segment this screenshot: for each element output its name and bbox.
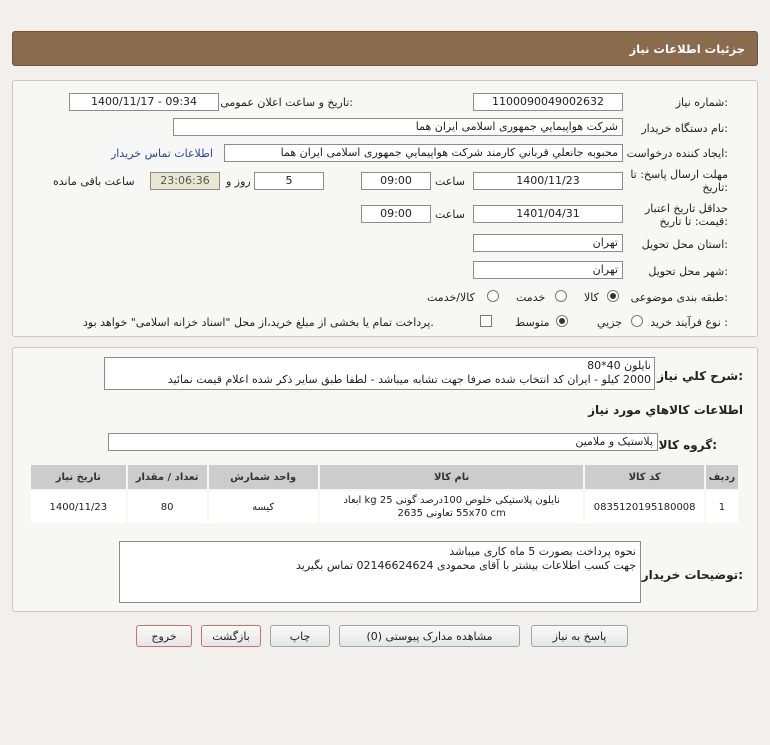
cell-row-number: 1: [706, 491, 738, 523]
view-attachments-button[interactable]: مشاهده مدارک پيوستی (0): [339, 625, 520, 647]
exit-button[interactable]: خروج: [136, 625, 192, 647]
announce-date-field[interactable]: 1400/11/17 - 09:34: [69, 93, 219, 111]
validity-date-field[interactable]: 1401/04/31: [473, 205, 623, 223]
col-need-date: تاريخ نياز: [31, 465, 126, 489]
deadline-label-line1: مهلت ارسال پاسخ: تا: [630, 168, 728, 181]
buyer-desc-line2: جهت کسب اطلاعات بيشتر با آقای محمودی 02146624624 تماس بگيريد: [295, 559, 636, 572]
treasury-checkbox[interactable]: [480, 315, 492, 327]
cell-goods-code: 0835120195180008: [585, 491, 703, 523]
goods-section-title: اطلاعات کالاهاي مورد نياز: [588, 403, 743, 417]
back-button[interactable]: بازگشت: [201, 625, 261, 647]
city-label: شهر محل تحويل:: [648, 265, 728, 278]
col-quantity: تعداد / مقدار: [128, 465, 207, 489]
col-row-number: رديف: [706, 465, 738, 489]
requester-label: ايجاد کننده درخواست:: [626, 147, 728, 160]
province-field[interactable]: تهران: [473, 234, 623, 252]
print-button[interactable]: چاپ: [270, 625, 330, 647]
buyer-desc-field[interactable]: [119, 541, 641, 603]
buyer-desc-label: توضيحات خريدار:: [641, 568, 743, 582]
process-radio-partial[interactable]: [631, 315, 643, 327]
goods-table: [29, 463, 740, 525]
request-info-panel: [12, 80, 758, 337]
category-option-goods-service: کالا/خدمت: [427, 291, 475, 304]
summary-label: شرح کلي نياز:: [657, 369, 743, 383]
announce-label: تاريخ و ساعت اعلان عمومی:: [220, 96, 353, 109]
category-radio-goods[interactable]: [607, 290, 619, 302]
col-goods-name: نام کالا: [320, 465, 584, 489]
col-goods-code: کد کالا: [585, 465, 703, 489]
treasury-note: پرداخت تمام يا بخشی از مبلغ خريد،از محل "اسناد خزانه اسلامی" خواهد بود.: [83, 316, 434, 329]
remaining-word: ساعت باقی مانده: [53, 175, 135, 188]
process-label: نوع فرآيند خريد :: [650, 316, 728, 329]
province-label: استان محل تحويل:: [641, 238, 728, 251]
remaining-time-field: 23:06:36: [150, 172, 220, 190]
process-radio-medium[interactable]: [556, 315, 568, 327]
need-number-field[interactable]: 1100090049002632: [473, 93, 623, 111]
days-word: روز و: [226, 175, 251, 188]
col-unit: واحد شمارش: [209, 465, 318, 489]
goods-table-header: [31, 465, 738, 489]
process-option-medium: متوسط: [515, 316, 550, 329]
goods-group-field[interactable]: پلاستيک و ملامين: [108, 433, 658, 451]
summary-line1: نايلون 40*80: [587, 359, 651, 372]
category-label: طبقه بندی موضوعی:: [630, 291, 728, 304]
deadline-time-field[interactable]: 09:00: [361, 172, 431, 190]
cell-unit: کيسه: [209, 491, 318, 523]
validity-time-word: ساعت: [435, 208, 465, 221]
cell-need-date: 1400/11/23: [31, 491, 126, 523]
category-option-service: خدمت: [516, 291, 546, 304]
summary-field[interactable]: [104, 357, 655, 390]
deadline-time-word: ساعت: [435, 175, 465, 188]
category-radio-goods-service[interactable]: [487, 290, 499, 302]
days-field[interactable]: 5: [254, 172, 324, 190]
deadline-date-field[interactable]: 1400/11/23: [473, 172, 623, 190]
buyer-org-field[interactable]: شرکت هواپيمايي جمهوری اسلامی ايران هما: [173, 118, 623, 136]
city-field[interactable]: تهران: [473, 261, 623, 279]
buyer-desc-line1: نحوه پرداخت بصورت 5 ماه کاری ميباشد: [449, 545, 636, 558]
need-details-panel: [12, 347, 758, 612]
need-number-label: شماره نياز:: [675, 96, 728, 109]
validity-label-line1: حداقل تاريخ اعتبار: [644, 202, 728, 215]
cell-quantity: 80: [128, 491, 207, 523]
cell-goods-name: نايلون پلاستيکی خلوص 100درصد گونی 25 kg ابعاد 55x70 cm تعاونی 2635: [320, 491, 584, 523]
validity-label-line2: قيمت: تا تاريخ:: [659, 215, 728, 228]
requester-field[interactable]: محبوبه جانعلي قرباني کارمند شرکت هواپيمايي جمهوری اسلامی ايران هما: [224, 144, 623, 162]
process-option-partial: جزيي: [597, 316, 623, 329]
table-row[interactable]: [31, 491, 738, 523]
deadline-label-line2: تاريخ:: [702, 181, 728, 194]
validity-time-field[interactable]: 09:00: [361, 205, 431, 223]
page-title: جزئيات اطلاعات نياز: [629, 42, 745, 56]
category-option-goods: کالا: [584, 291, 599, 304]
category-radio-service[interactable]: [555, 290, 567, 302]
page-header: [12, 31, 758, 66]
summary-line2: 2000 کيلو - ايران کد انتخاب شده صرفا جهت تشابه ميباشد - لطفا طبق ساير ذکر شده اعلام قيمت نمائيد: [167, 373, 651, 386]
reply-button[interactable]: پاسخ به نياز: [531, 625, 628, 647]
buyer-org-label: نام دستگاه خريدار:: [641, 122, 728, 135]
goods-group-label: گروه کالا:: [658, 438, 717, 452]
buyer-contact-link[interactable]: اطلاعات تماس خريدار: [111, 147, 213, 160]
